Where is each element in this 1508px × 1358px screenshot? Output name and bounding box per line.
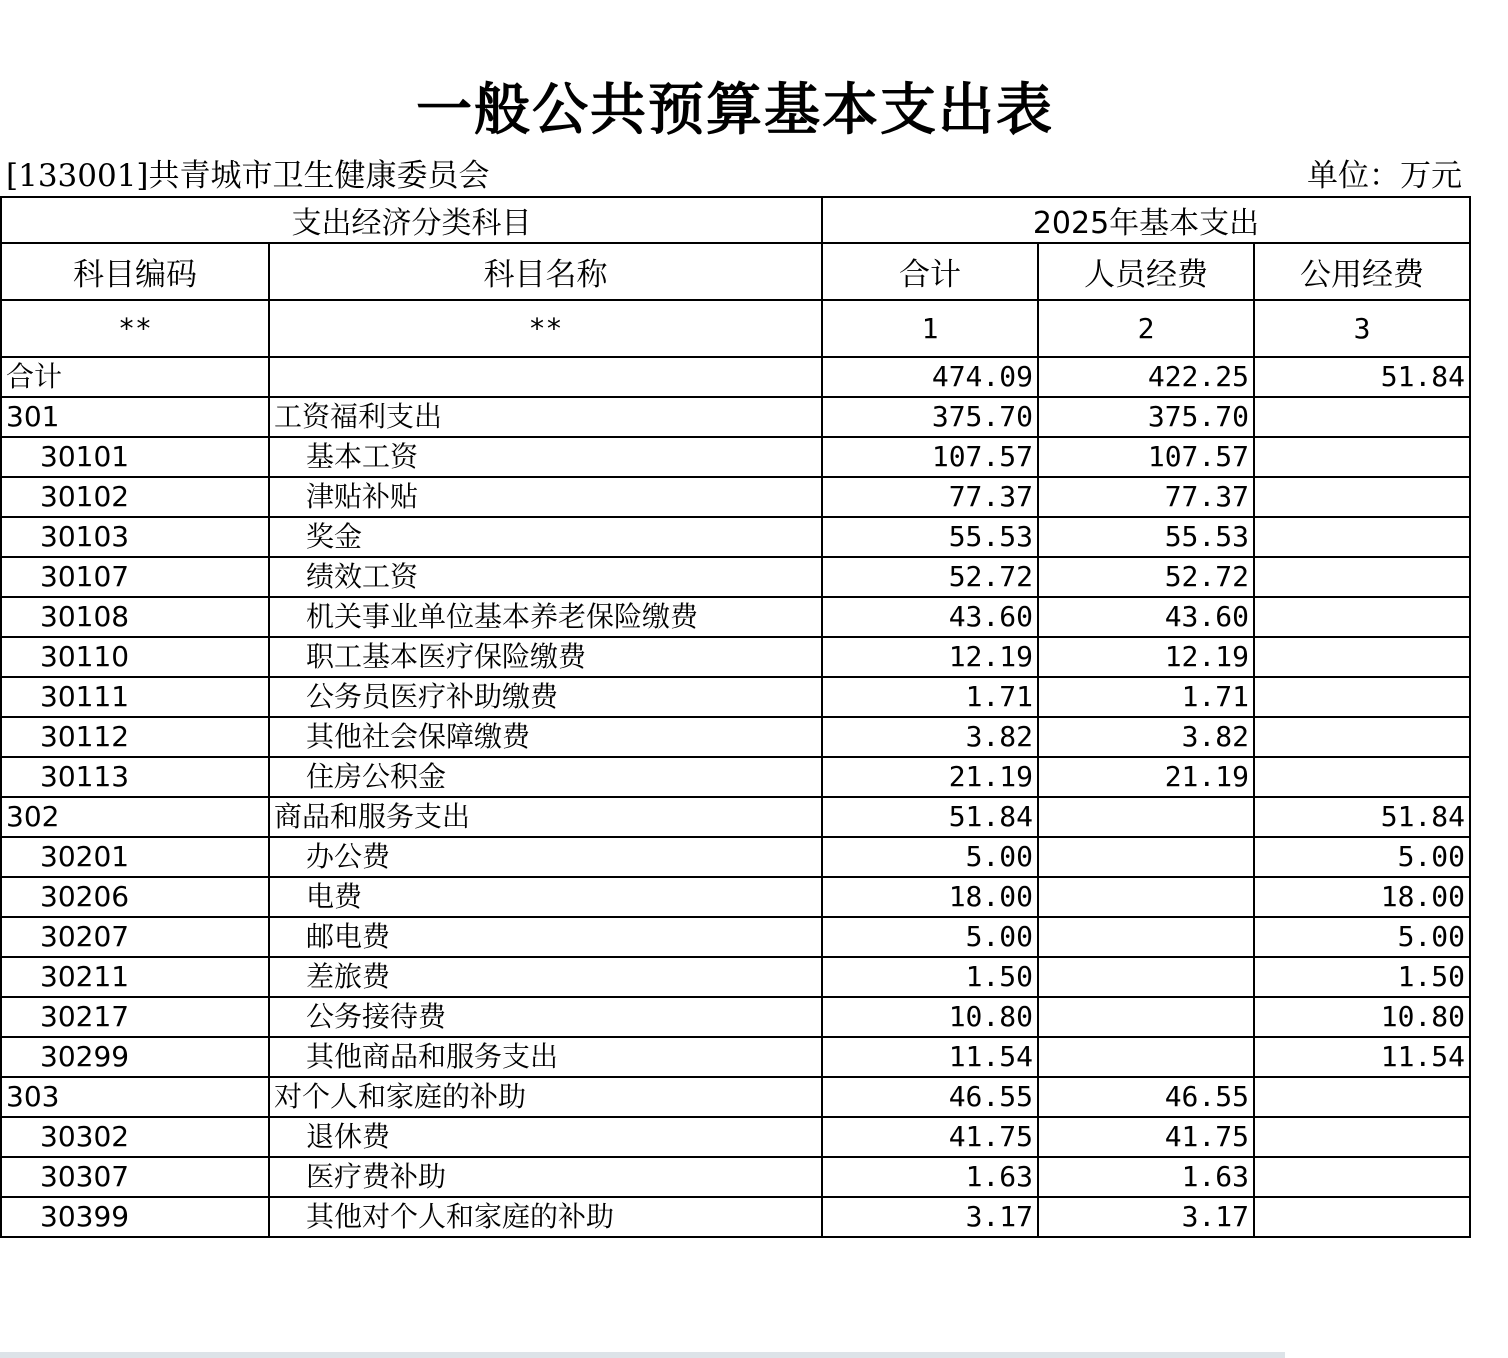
row-code-cell: 30207: [1, 917, 269, 957]
table-row: [1, 557, 1470, 597]
row-name-cell: 办公费: [269, 837, 822, 877]
row-public-cell: [1254, 1077, 1470, 1117]
row-total-cell: 5.00: [822, 917, 1038, 957]
row-total-cell: 375.70: [822, 397, 1038, 437]
header-total: 合计: [822, 243, 1038, 300]
row-personnel-cell: 3.17: [1038, 1197, 1254, 1237]
table-row: [1, 357, 1470, 397]
row-total-cell: 474.09: [822, 357, 1038, 397]
row-name-cell: 电费: [269, 877, 822, 917]
table-row: [1, 797, 1470, 837]
header-personnel: 人员经费: [1038, 243, 1254, 300]
row-code-cell: 302: [1, 797, 269, 837]
row-public-cell: 51.84: [1254, 357, 1470, 397]
header-group-right: 2025年基本支出: [822, 197, 1470, 243]
row-total-cell: 1.63: [822, 1157, 1038, 1197]
row-personnel-cell: 41.75: [1038, 1117, 1254, 1157]
row-code-cell: 30201: [1, 837, 269, 877]
row-name-cell: 其他对个人和家庭的补助: [269, 1197, 822, 1237]
row-code-cell: 303: [1, 1077, 269, 1117]
row-code-cell: 30302: [1, 1117, 269, 1157]
row-name-cell: 公务员医疗补助缴费: [269, 677, 822, 717]
row-total-cell: 5.00: [822, 837, 1038, 877]
table-row: [1, 1197, 1470, 1237]
row-total-cell: 3.17: [822, 1197, 1038, 1237]
table-row: [1, 717, 1470, 757]
table-row: [1, 677, 1470, 717]
row-personnel-cell: [1038, 997, 1254, 1037]
row-public-cell: 5.00: [1254, 917, 1470, 957]
table-row: [1, 1157, 1470, 1197]
row-public-cell: [1254, 1197, 1470, 1237]
row-public-cell: [1254, 437, 1470, 477]
row-name-cell: 基本工资: [269, 437, 822, 477]
row-code-cell: 301: [1, 397, 269, 437]
unit-name: [133001]共青城市卫生健康委员会: [6, 158, 490, 194]
row-public-cell: 5.00: [1254, 837, 1470, 877]
row-total-cell: 107.57: [822, 437, 1038, 477]
row-personnel-cell: [1038, 1037, 1254, 1077]
row-code-cell: 30110: [1, 637, 269, 677]
table-row: [1, 997, 1470, 1037]
index-name: **: [269, 300, 822, 357]
row-personnel-cell: 1.63: [1038, 1157, 1254, 1197]
row-total-cell: 3.82: [822, 717, 1038, 757]
row-public-cell: 11.54: [1254, 1037, 1470, 1077]
row-code-cell: 30103: [1, 517, 269, 557]
row-public-cell: [1254, 597, 1470, 637]
row-total-cell: 77.37: [822, 477, 1038, 517]
row-name-cell: 公务接待费: [269, 997, 822, 1037]
index-total: 1: [822, 300, 1038, 357]
table-row: [1, 437, 1470, 477]
row-personnel-cell: 12.19: [1038, 637, 1254, 677]
row-personnel-cell: 46.55: [1038, 1077, 1254, 1117]
row-code-cell: 30102: [1, 477, 269, 517]
row-code-cell: 30113: [1, 757, 269, 797]
row-personnel-cell: [1038, 837, 1254, 877]
row-public-cell: [1254, 517, 1470, 557]
row-name-cell: 住房公积金: [269, 757, 822, 797]
unit-label: 单位：万元: [1307, 158, 1462, 194]
row-name-cell: 商品和服务支出: [269, 797, 822, 837]
row-total-cell: 18.00: [822, 877, 1038, 917]
table-row: [1, 637, 1470, 677]
table-row: [1, 517, 1470, 557]
table-row: [1, 1037, 1470, 1077]
table-body: [1, 357, 1470, 1237]
row-public-cell: [1254, 1117, 1470, 1157]
row-total-cell: 12.19: [822, 637, 1038, 677]
header-public: 公用经费: [1254, 243, 1470, 300]
row-name-cell: 奖金: [269, 517, 822, 557]
row-code-cell: 30101: [1, 437, 269, 477]
row-name-cell: 职工基本医疗保险缴费: [269, 637, 822, 677]
row-code-cell: 合计: [1, 357, 269, 397]
row-public-cell: 10.80: [1254, 997, 1470, 1037]
row-personnel-cell: [1038, 877, 1254, 917]
row-code-cell: 30108: [1, 597, 269, 637]
row-public-cell: [1254, 397, 1470, 437]
row-total-cell: 43.60: [822, 597, 1038, 637]
row-name-cell: 津贴补贴: [269, 477, 822, 517]
row-public-cell: [1254, 677, 1470, 717]
row-public-cell: [1254, 477, 1470, 517]
row-name-cell: 机关事业单位基本养老保险缴费: [269, 597, 822, 637]
row-public-cell: 51.84: [1254, 797, 1470, 837]
row-total-cell: 41.75: [822, 1117, 1038, 1157]
row-name-cell: 工资福利支出: [269, 397, 822, 437]
row-public-cell: [1254, 637, 1470, 677]
row-name-cell: 绩效工资: [269, 557, 822, 597]
row-code-cell: 30112: [1, 717, 269, 757]
row-total-cell: 1.50: [822, 957, 1038, 997]
row-code-cell: 30111: [1, 677, 269, 717]
row-code-cell: 30299: [1, 1037, 269, 1077]
row-public-cell: 1.50: [1254, 957, 1470, 997]
row-personnel-cell: [1038, 957, 1254, 997]
header-code: 科目编码: [1, 243, 269, 300]
table-row: [1, 597, 1470, 637]
index-public: 3: [1254, 300, 1470, 357]
row-code-cell: 30307: [1, 1157, 269, 1197]
row-public-cell: 18.00: [1254, 877, 1470, 917]
row-personnel-cell: 43.60: [1038, 597, 1254, 637]
row-total-cell: 11.54: [822, 1037, 1038, 1077]
row-personnel-cell: 21.19: [1038, 757, 1254, 797]
row-name-cell: [269, 357, 822, 397]
row-public-cell: [1254, 1157, 1470, 1197]
row-personnel-cell: 375.70: [1038, 397, 1254, 437]
row-total-cell: 52.72: [822, 557, 1038, 597]
row-total-cell: 51.84: [822, 797, 1038, 837]
header-group-left: 支出经济分类科目: [1, 197, 822, 243]
row-name-cell: 其他社会保障缴费: [269, 717, 822, 757]
row-personnel-cell: 55.53: [1038, 517, 1254, 557]
table-row: [1, 957, 1470, 997]
table-row: [1, 477, 1470, 517]
row-personnel-cell: 107.57: [1038, 437, 1254, 477]
row-name-cell: 退休费: [269, 1117, 822, 1157]
table-row: [1, 917, 1470, 957]
table-row: [1, 877, 1470, 917]
row-code-cell: 30107: [1, 557, 269, 597]
row-personnel-cell: 77.37: [1038, 477, 1254, 517]
row-personnel-cell: 52.72: [1038, 557, 1254, 597]
row-code-cell: 30211: [1, 957, 269, 997]
row-personnel-cell: [1038, 917, 1254, 957]
table-row: [1, 837, 1470, 877]
row-code-cell: 30206: [1, 877, 269, 917]
row-personnel-cell: [1038, 797, 1254, 837]
row-total-cell: 55.53: [822, 517, 1038, 557]
table-row: [1, 1117, 1470, 1157]
index-personnel: 2: [1038, 300, 1254, 357]
index-code: **: [1, 300, 269, 357]
row-public-cell: [1254, 717, 1470, 757]
row-personnel-cell: 1.71: [1038, 677, 1254, 717]
row-name-cell: 邮电费: [269, 917, 822, 957]
row-name-cell: 差旅费: [269, 957, 822, 997]
budget-table: [0, 196, 1471, 1238]
row-code-cell: 30217: [1, 997, 269, 1037]
table-row: [1, 397, 1470, 437]
row-public-cell: [1254, 757, 1470, 797]
row-total-cell: 1.71: [822, 677, 1038, 717]
row-public-cell: [1254, 557, 1470, 597]
row-name-cell: 医疗费补助: [269, 1157, 822, 1197]
row-total-cell: 10.80: [822, 997, 1038, 1037]
row-name-cell: 其他商品和服务支出: [269, 1037, 822, 1077]
page-title: 一般公共预算基本支出表: [416, 77, 1054, 143]
row-personnel-cell: 3.82: [1038, 717, 1254, 757]
header-name: 科目名称: [269, 243, 822, 300]
table-row: [1, 1077, 1470, 1117]
table-row: [1, 757, 1470, 797]
row-total-cell: 46.55: [822, 1077, 1038, 1117]
row-name-cell: 对个人和家庭的补助: [269, 1077, 822, 1117]
row-total-cell: 21.19: [822, 757, 1038, 797]
row-code-cell: 30399: [1, 1197, 269, 1237]
row-personnel-cell: 422.25: [1038, 357, 1254, 397]
horizontal-scrollbar[interactable]: [0, 1352, 1285, 1358]
